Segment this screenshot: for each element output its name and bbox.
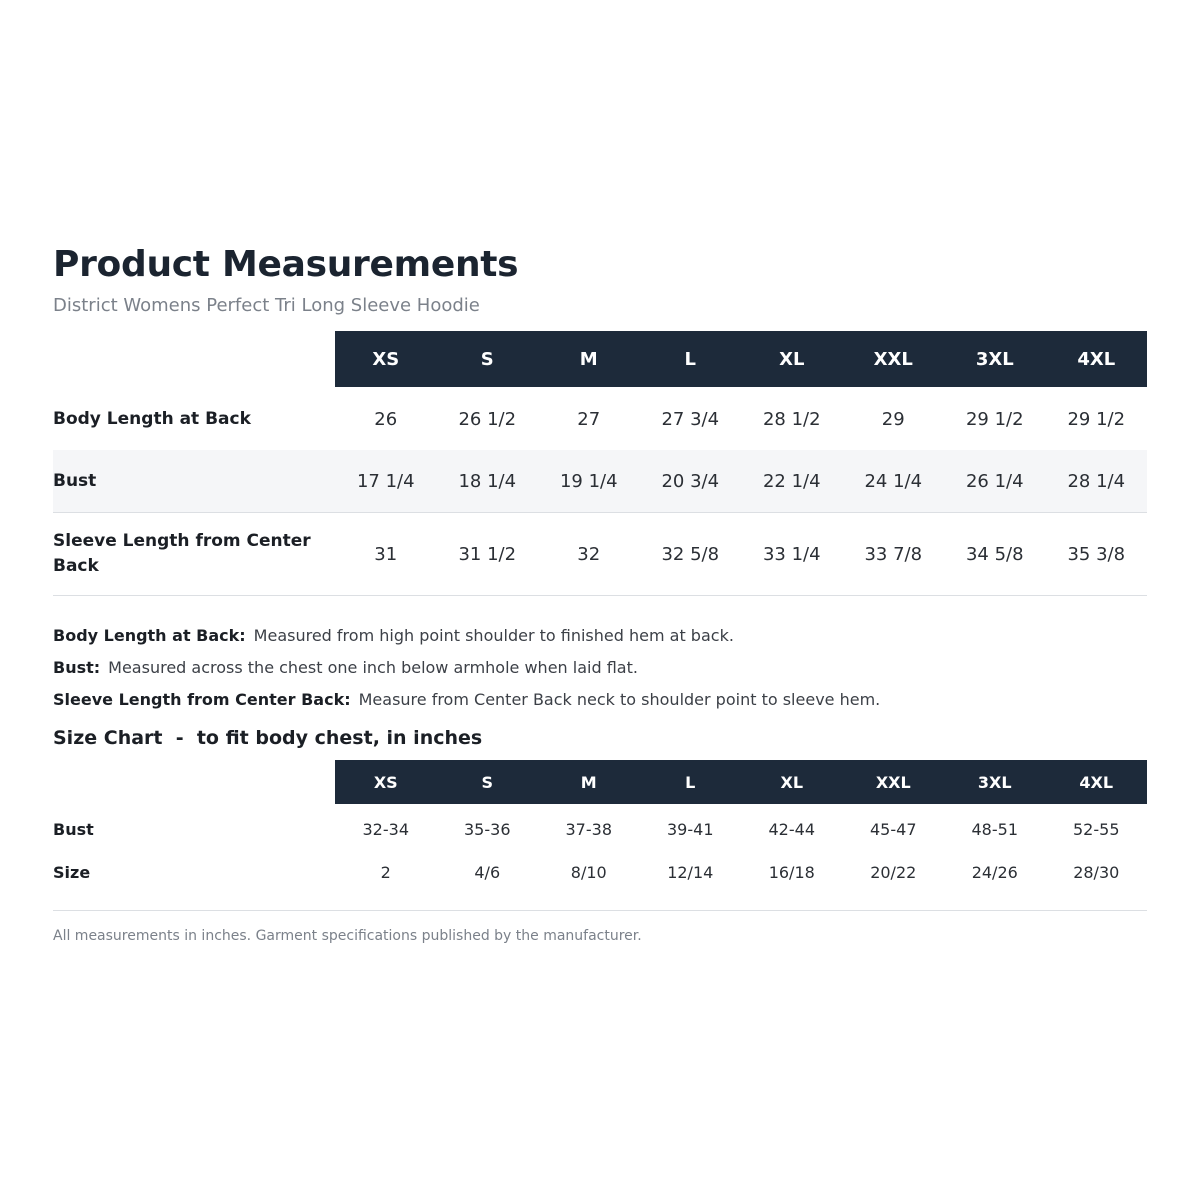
- definition-item: [53, 684, 1147, 716]
- table-cell: 45-47: [870, 819, 917, 839]
- table-cell: 28 1/4: [1067, 470, 1126, 492]
- table-cell: 27 3/4: [661, 408, 720, 430]
- table-row: [53, 850, 1147, 894]
- definition-term: Sleeve Length from Center Back:: [53, 690, 351, 709]
- size-header-cell: S: [481, 772, 494, 792]
- table-row: [53, 807, 1147, 851]
- table-cell: 29 1/2: [965, 408, 1024, 430]
- table-cell: 24/26: [971, 862, 1018, 882]
- table-cell: 28 1/2: [762, 408, 821, 430]
- row-values: [335, 471, 1147, 492]
- size-header-cell: L: [684, 348, 696, 370]
- table-cell: 28/30: [1073, 862, 1120, 882]
- row-label: Bust: [53, 470, 97, 491]
- table-row: [53, 450, 1147, 513]
- footer-divider: [53, 910, 1147, 911]
- table-cell: 20/22: [870, 862, 917, 882]
- table-cell: 24 1/4: [864, 470, 923, 492]
- size-header-cell: 4XL: [1079, 772, 1114, 792]
- row-label: Size: [53, 862, 91, 882]
- size-header-cell: S: [480, 348, 494, 370]
- size-header-cell: L: [685, 772, 696, 792]
- size-header-cell: M: [579, 348, 598, 370]
- table-cell: 18 1/4: [458, 470, 517, 492]
- table-cell: 26: [374, 408, 398, 430]
- table-cell: 16/18: [768, 862, 815, 882]
- table-cell: 52-55: [1073, 819, 1120, 839]
- definition-term: Bust:: [53, 658, 101, 677]
- table-cell: 35 3/8: [1067, 543, 1126, 565]
- table-cell: 48-51: [971, 819, 1018, 839]
- size-header-cell: XL: [780, 772, 804, 792]
- definition-text: Measured across the chest one inch below armhole when laid flat.: [108, 658, 638, 677]
- row-label: Bust: [53, 819, 94, 839]
- definition-term: Body Length at Back:: [53, 626, 246, 645]
- row-values: [335, 820, 1147, 839]
- table-cell: 33 7/8: [864, 543, 923, 565]
- size-header-cell: XS: [373, 772, 398, 792]
- size-header-cell: 3XL: [975, 348, 1014, 370]
- table-cell: 31: [374, 543, 398, 565]
- definition-item: [53, 620, 1147, 652]
- table-cell: 4/6: [474, 862, 501, 882]
- table-row: [53, 388, 1147, 450]
- size-header-cell: XXL: [875, 772, 911, 792]
- definition-item: [53, 652, 1147, 684]
- row-values: [335, 544, 1147, 565]
- table-cell: 17 1/4: [356, 470, 415, 492]
- table-cell: 29: [881, 408, 905, 430]
- table-cell: 34 5/8: [965, 543, 1024, 565]
- table-cell: 29 1/2: [1067, 408, 1126, 430]
- table-cell: 35-36: [464, 819, 511, 839]
- size-header-cell: 4XL: [1077, 348, 1116, 370]
- size-chart-title: Size Chart - to fit body chest, in inches: [53, 727, 483, 749]
- product-name: District Womens Perfect Tri Long Sleeve Hoodie: [53, 295, 480, 316]
- row-values: [335, 863, 1147, 882]
- row-values: [335, 409, 1147, 430]
- table-cell: 8/10: [570, 862, 607, 882]
- table-cell: 32-34: [362, 819, 409, 839]
- definition-text: Measure from Center Back neck to shoulder point to sleeve hem.: [358, 690, 881, 709]
- row-label: Sleeve Length from Center Back: [53, 531, 311, 576]
- table-cell: 31 1/2: [458, 543, 517, 565]
- table-cell: 37-38: [565, 819, 612, 839]
- table-cell: 42-44: [768, 819, 815, 839]
- table-cell: 32: [577, 543, 601, 565]
- size-header-cell: XXL: [873, 348, 913, 370]
- table-cell: 2: [380, 862, 391, 882]
- table-cell: 20 3/4: [661, 470, 720, 492]
- table-cell: 32 5/8: [661, 543, 720, 565]
- definition-text: Measured from high point shoulder to finished hem at back.: [253, 626, 734, 645]
- size-header-cell: M: [580, 772, 597, 792]
- row-label: Body Length at Back: [53, 408, 251, 429]
- table-cell: 26 1/2: [458, 408, 517, 430]
- page-title: Product Measurements: [53, 244, 519, 285]
- table-cell: 19 1/4: [559, 470, 618, 492]
- size-header-cell: XL: [779, 348, 805, 370]
- size-header-cell: 3XL: [977, 772, 1012, 792]
- table-cell: 26 1/4: [965, 470, 1024, 492]
- measurement-definitions: [53, 620, 1147, 716]
- footnote: All measurements in inches. Garment specifications published by the manufacturer.: [53, 928, 642, 944]
- table-cell: 27: [577, 408, 601, 430]
- table-cell: 22 1/4: [762, 470, 821, 492]
- table-row: [53, 513, 1147, 596]
- size-chart-header: [335, 760, 1147, 804]
- size-header-cell: XS: [372, 348, 400, 370]
- table-cell: 12/14: [667, 862, 714, 882]
- table-cell: 39-41: [667, 819, 714, 839]
- table-cell: 33 1/4: [762, 543, 821, 565]
- measurements-size-header: [335, 331, 1147, 387]
